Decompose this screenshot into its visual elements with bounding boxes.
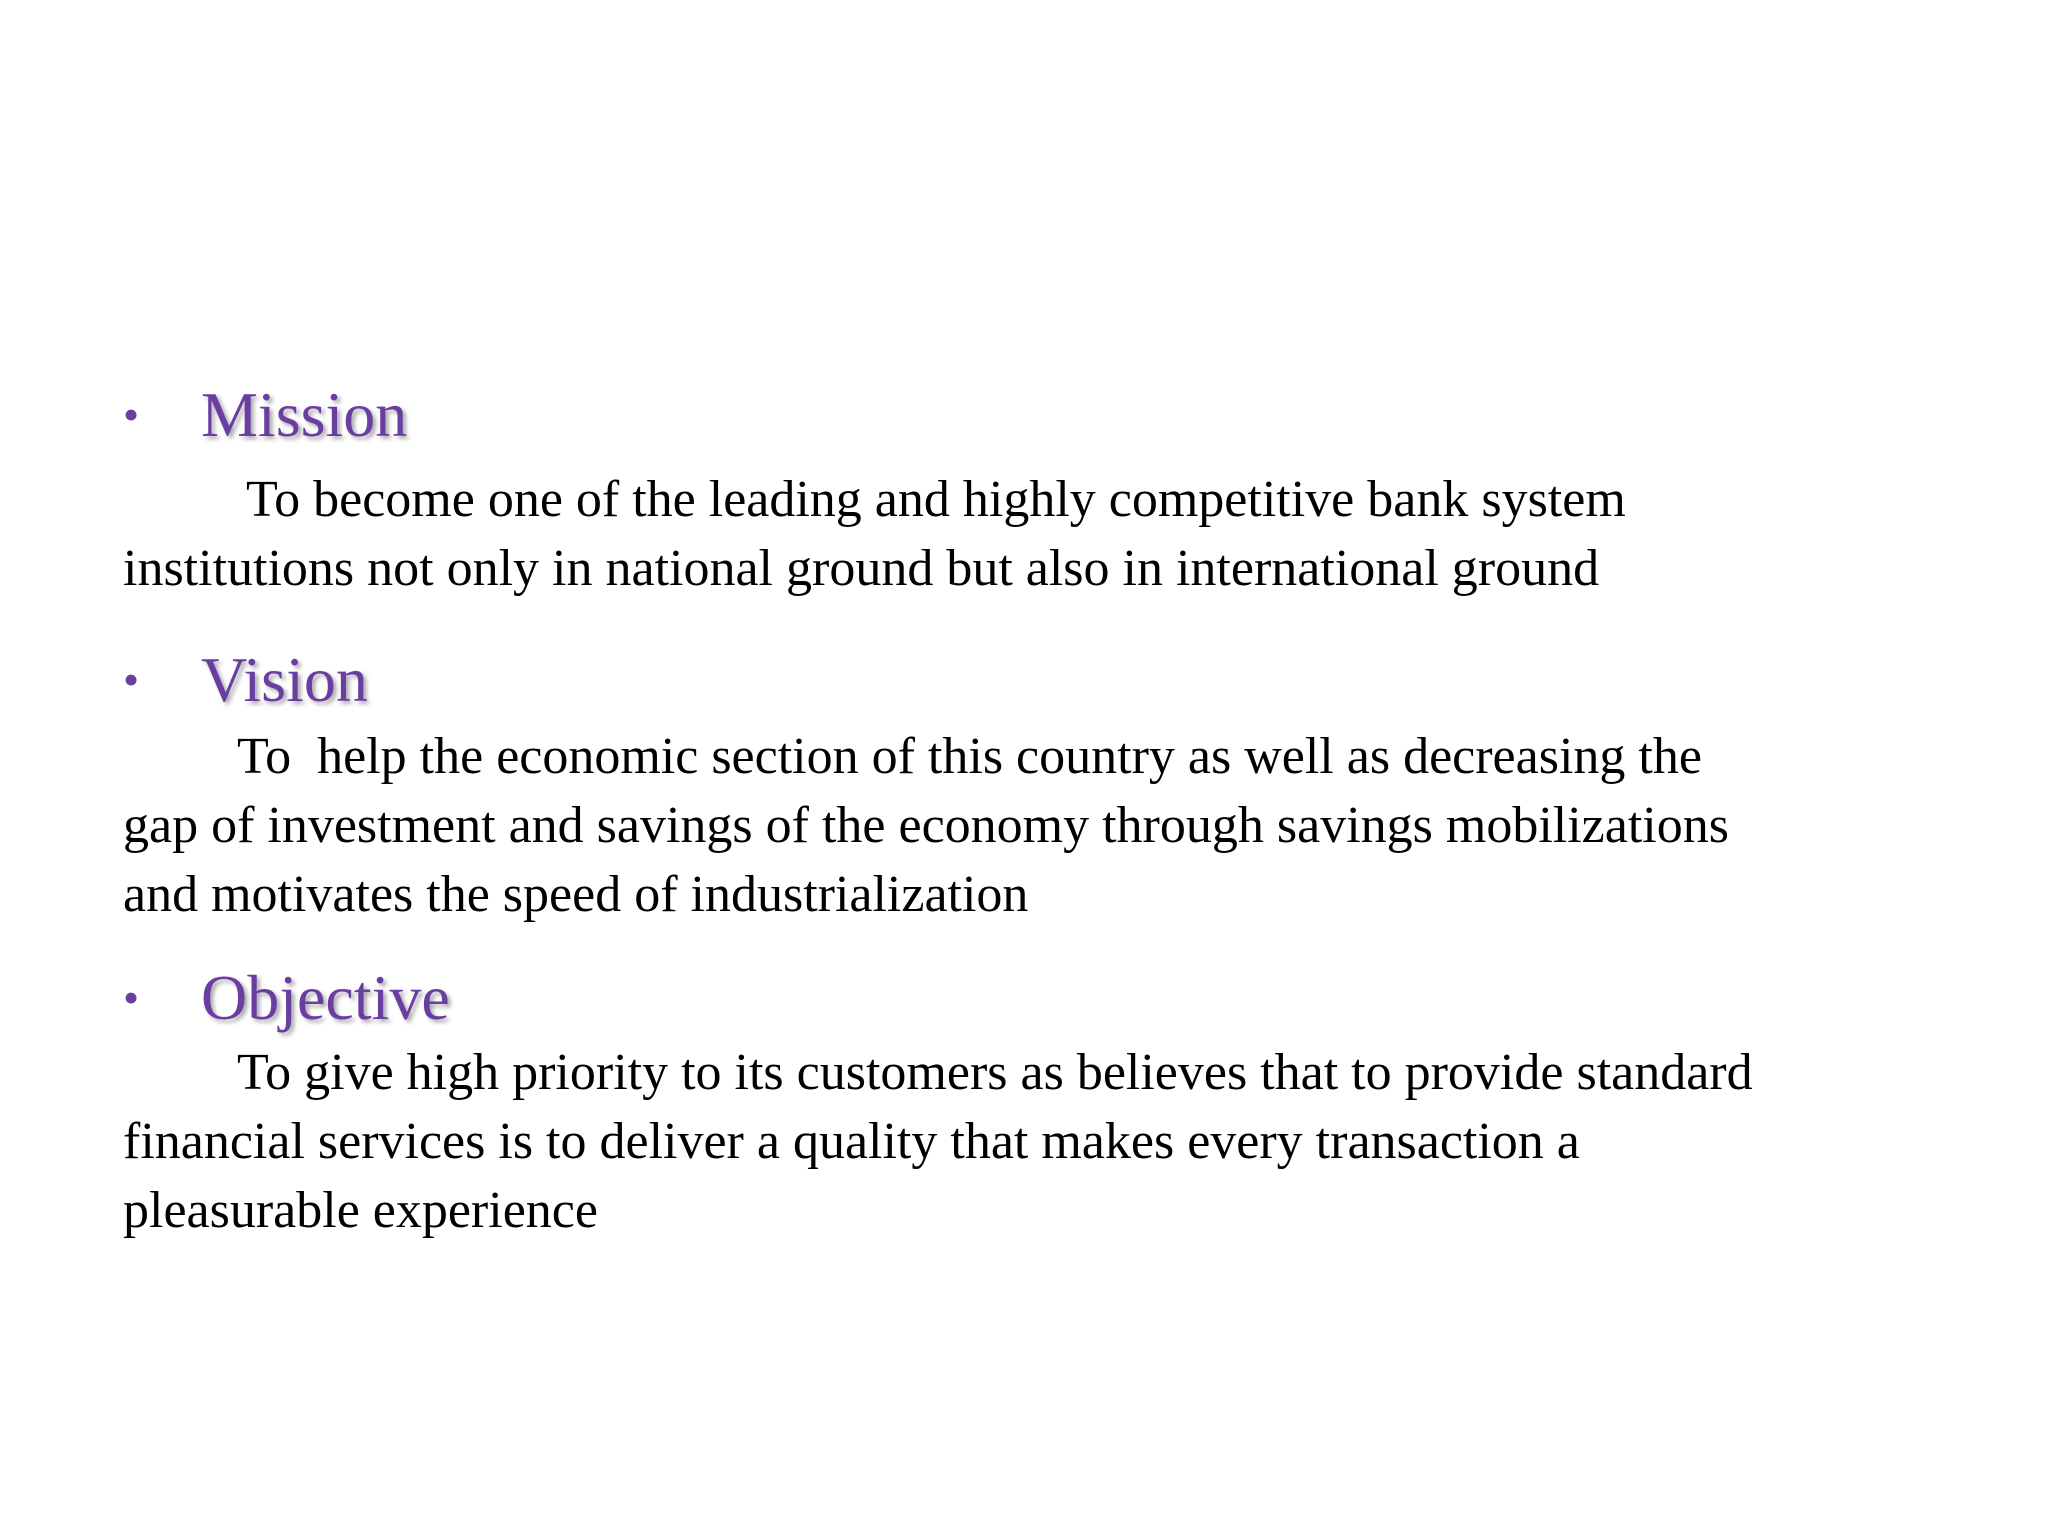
bullet-icon: • [123,654,140,705]
vision-section [123,640,1983,929]
vision-text [123,722,1983,929]
mission-heading-row [123,375,1983,455]
vision-line: and motivates the speed of industrialization [123,866,1029,923]
objective-line: pleasurable experience [123,1182,598,1239]
mission-heading: Mission [201,379,408,450]
objective-section [123,958,1983,1245]
objective-heading-row [123,958,1983,1038]
mission-line: institutions not only in national ground but also in international ground [123,540,1600,597]
vision-line: To help the economic section of this country as well as decreasing the [237,728,1702,785]
mission-section [123,375,1983,603]
objective-heading: Objective [201,962,450,1033]
objective-line: To give high priority to its customers as believes that to provide standard [237,1044,1753,1101]
objective-text [123,1038,1983,1245]
objective-line: financial services is to deliver a quality that makes every transaction a [123,1113,1580,1170]
vision-heading: Vision [201,644,368,715]
vision-line: gap of investment and savings of the economy through savings mobilizations [123,797,1729,854]
bullet-icon: • [123,972,140,1023]
mission-text [123,465,1983,603]
vision-heading-row [123,640,1983,720]
mission-line: To become one of the leading and highly competitive bank system [246,471,1626,528]
bullet-icon: • [123,389,140,440]
